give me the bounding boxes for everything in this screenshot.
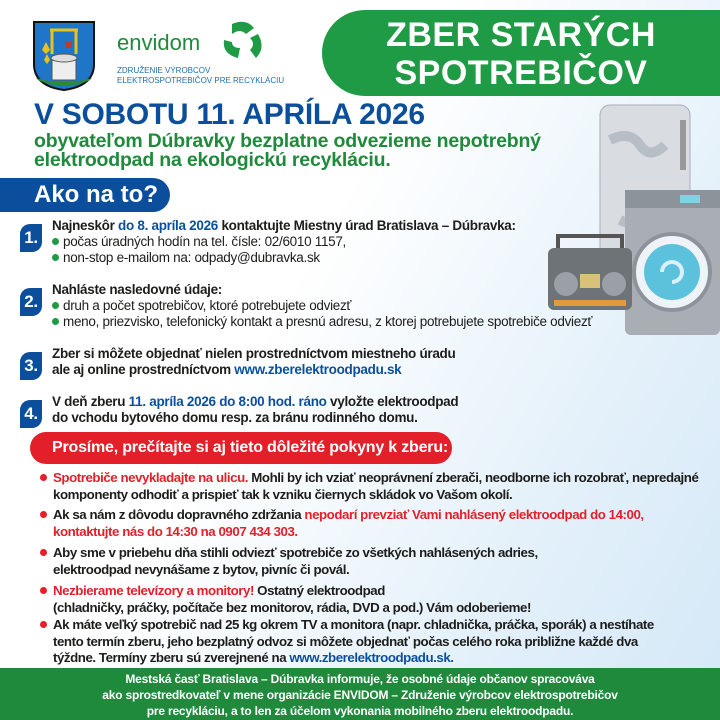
rule-text: (chladničky, práčky, počítače bez monitorov, rádia, DVD a pod.) Vám odoberieme! [53,599,531,615]
step-text: ale aj online prostredníctvom [52,362,235,377]
step-text: kontaktujte Miestny úrad Bratislava – Dúbravka: [218,218,516,233]
bullet-icon [40,511,47,518]
rule-text: Ostatný elektroodpad [253,583,385,598]
banner-line: SPOTREBIČOV [394,54,648,92]
website-link[interactable]: www.zberelektroodpadu.sk [234,362,402,377]
step-date: 11. apríla 2026 do 8:00 hod. ráno [128,394,327,409]
rule-item [40,470,710,503]
step-text: V deň zberu [52,394,129,409]
bullet-icon [40,549,47,556]
rule-text: Ak sa nám z dôvodu dopravného zdržania [53,507,305,522]
step-title: Nahláste nasledovné údaje: [52,282,223,297]
step-number: 3. [20,352,42,380]
step-number: 2. [20,288,42,316]
envidom-name: envidom [117,30,201,55]
subtitle-line: elektroodpad na ekologickú recykláciu. [34,149,391,171]
rule-highlight: Spotrebiče nevykladajte na ulicu. [53,470,249,485]
bullet-icon [52,238,59,245]
title-banner [322,10,720,96]
step-number: 1. [20,224,42,252]
rule-text: Aby sme v priebehu dňa stihli odviezť spotrebiče zo všetkých nahlásených adries, elektroodpad nevynášame z bytov, pivníc či povál. [53,545,538,577]
bullet-icon [40,474,47,481]
how-to-heading: Ako na to? [0,178,170,212]
headline-date: V SOBOTU 11. APRÍLA 2026 [34,98,425,131]
footer-line: pre recykláciu, a to len za účelom vykonania mobilného zberu elektroodpadu. [146,704,574,718]
bullet-icon [52,302,59,309]
envidom-tagline [117,66,284,86]
step-item: druh a počet spotrebičov, ktoré potrebujete odviezť [63,298,352,313]
step-item: meno, priezvisko, telefonický kontakt a presnú adresu, z ktorej potrebujete spotrebiče odviezť [63,314,593,329]
footer-line: Mestská časť Bratislava – Dúbravka informuje, že osobné údaje občanov spracováva [125,672,595,686]
rule-item [40,507,680,540]
step-4 [20,394,458,426]
tagline-line: ZDRUŽENIE VÝROBCOV [117,66,211,75]
rule-item [40,545,600,578]
bullet-icon [52,318,59,325]
website-link[interactable]: www.zberelektroodpadu.sk. [289,650,454,665]
rule-item [40,583,710,616]
step-text: Najneskôr [52,218,119,233]
step-item: počas úradných hodín na tel. čísle: 02/6010 1157, [63,234,347,249]
coat-of-arms-logo [32,20,96,92]
subtitle [34,132,541,170]
step-2 [20,282,592,330]
tagline-line: ELEKTROSPOTREBIČOV PRE RECYKLÁCIU [117,76,285,85]
step-text: Zber si môžete objednať nielen prostredníctvom miestneho úradu [52,346,456,361]
bullet-icon [40,587,47,594]
step-item-email[interactable]: non-stop e-mailom na: odpady@dubravka.sk [63,250,320,265]
rule-highlight: Nezbierame televízory a monitory! [53,583,254,598]
rule-text: Mohli by ich vziať neoprávnení zberači, neodborne ich rozobrať, nepredajné komponenty odhodiť a prispieť tak k vzniku čiernych skládok vo Vašom okolí. [53,470,699,502]
bullet-icon [52,254,59,261]
step-1 [20,218,516,266]
banner-line: ZBER STARÝCH [386,16,656,54]
rule-text: Ak máte veľký spotrebič nad 25 kg okrem TV a monitora (napr. chladnička, práčka, sporák) a nestíhate tento termín zberu, jeho bezplatný odvoz si môžete objednať počas celého roka približne každé dva týždne. Termíny zberu sú zverejnené na [53,617,654,665]
step-3 [20,346,455,378]
rule-highlight: nepodarí prevziať Vami nahlásený elektroodpad do 14:00, kontaktujte nás do 14:30 na 0907 434 303. [53,507,644,539]
rule-item [40,617,670,667]
footer-notice [0,668,720,720]
warning-banner: Prosíme, prečítajte si aj tieto dôležité pokyny k zberu: [30,432,452,464]
step-text: do vchodu bytového domu resp. za bránu rodinného domu. [52,410,418,425]
step-deadline: do 8. apríla 2026 [118,218,218,233]
footer-line: ako sprostredkovateľ v mene organizácie ENVIDOM – Združenie výrobcov elektrospotrebičov [102,688,618,702]
subtitle-line: obyvateľom Dúbravky bezplatne odvezieme nepotrebný [34,130,541,152]
step-number: 4. [20,400,42,428]
washing-machine-icon [625,190,720,335]
bullet-icon [40,621,47,628]
step-text: vyložte elektroodpad [326,394,459,409]
recycle-leaves-icon [220,20,264,62]
